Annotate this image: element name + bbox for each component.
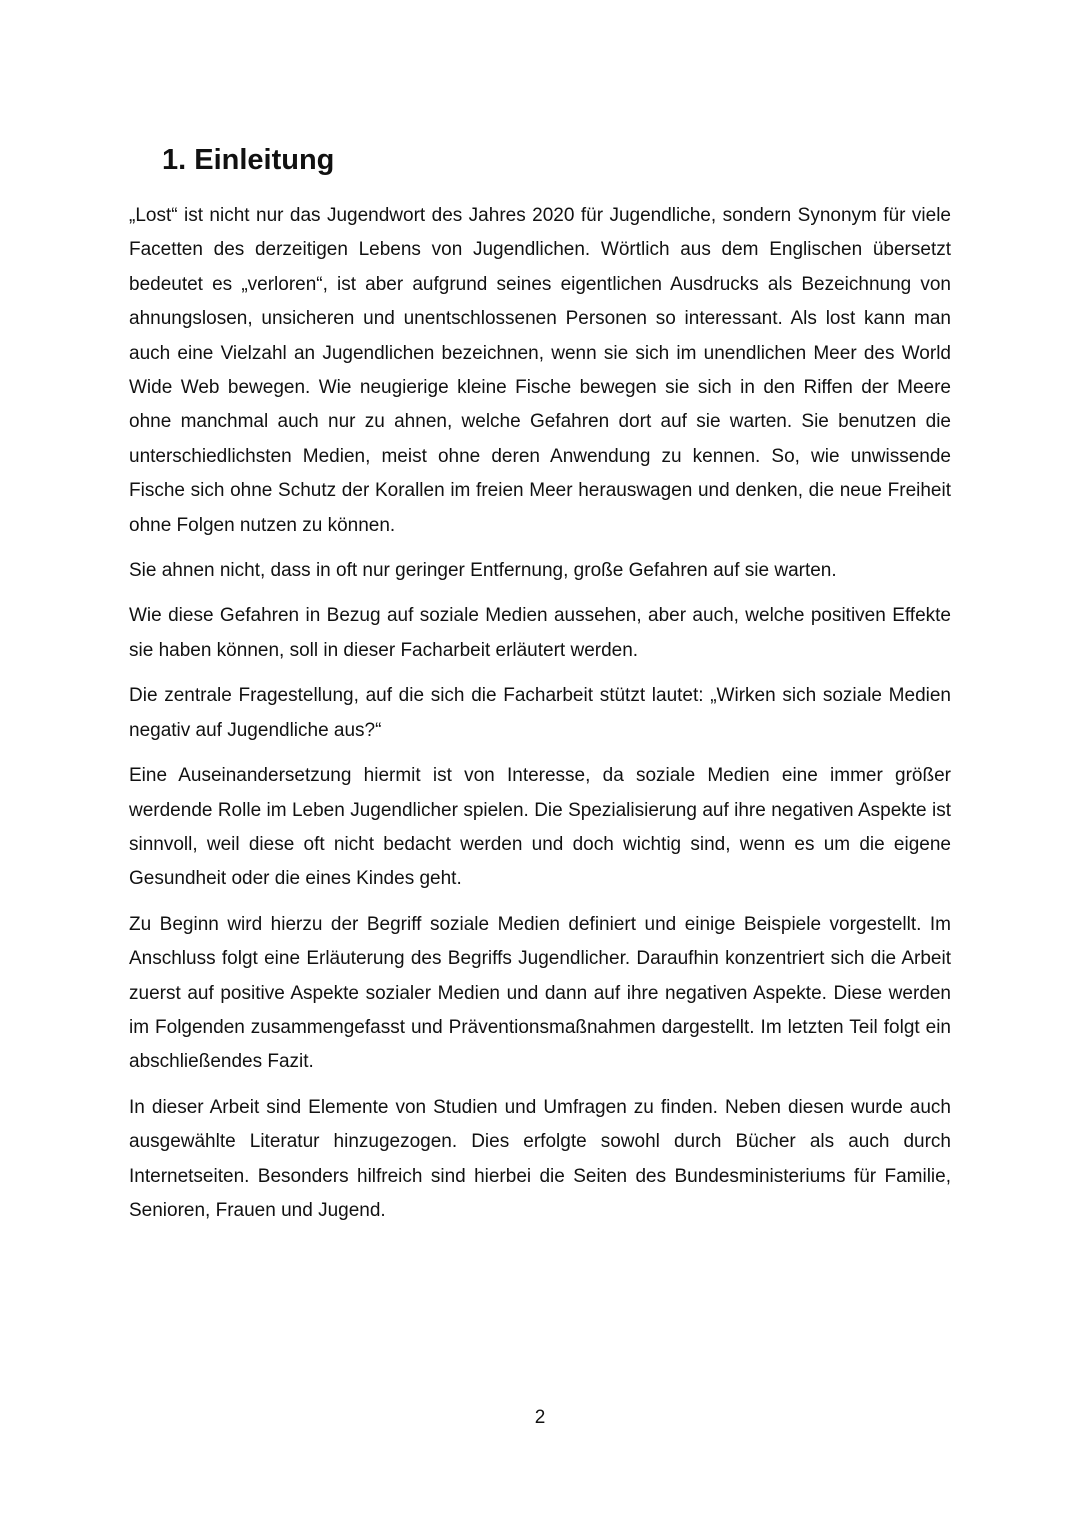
paragraph-intro: „Lost“ ist nicht nur das Jugendwort des Jahres 2020 für Jugendliche, sondern Synonym für viele Facetten des derzeitigen Lebens von Jugendlichen. Wörtlich aus dem Englischen übersetzt bedeutet es „verloren“, ist aber aufgrund seines eigentlichen Ausdrucks als Bezeichnung von ahnungslosen, unsicheren und unentschlossenen Personen so interessant. Als lost kann man auch eine Vielzahl an Jugendlichen bezeichnen, wenn sie sich im unendlichen Meer des World Wide Web bewegen. Wie neugierige kleine Fische bewegen sie sich in den Riffen der Meere ohne manchmal auch nur zu ahnen, welche Gefahren dort auf sie warten. Sie benutzen die unterschiedlichsten Medien, meist ohne deren Anwendung zu kennen. So, wie unwissende Fische sich ohne Schutz der Korallen im freien Meer herauswagen und denken, die neue Freiheit ohne Folgen nutzen zu können. [129,205,951,536]
paragraph-structure: Zu Beginn wird hierzu der Begriff soziale Medien definiert und einige Beispiele vorgestellt. Im Anschluss folgt eine Erläuterung des Begriffs Jugendlicher. Daraufhin konzentriert sich die Arbeit zuerst auf positive Aspekte sozialer Medien und dann auf ihre negativen Aspekte. Diese werden im Folgenden zusammengefasst und Präventionsmaßnahmen dargestellt. Im letzten Teil folgt ein abschließendes Fazit. [129,913,951,1073]
section-heading: 1. Einleitung [162,144,335,176]
paragraph-research-question: Die zentrale Fragestellung, auf die sich die Facharbeit stützt lautet: „Wirken sich soziale Medien negativ auf Jugendliche aus?“ [129,685,951,741]
page-number: 2 [534,1407,546,1428]
paragraph-purpose: Wie diese Gefahren in Bezug auf soziale Medien aussehen, aber auch, welche positiven Effekte sie haben können, soll in dieser Facharbeit erläutert werden. [129,605,951,661]
paragraph-sources: In dieser Arbeit sind Elemente von Studien und Umfragen zu finden. Neben diesen wurde auch ausgewählte Literatur hinzugezogen. Dies erfolgte sowohl durch Bücher als auch durch Internetseiten. Besonders hilfreich sind hierbei die Seiten des Bundesministeriums für Familie, Senioren, Frauen und Jugend. [129,1096,951,1221]
paragraph-relevance: Eine Auseinandersetzung hiermit ist von Interesse, da soziale Medien eine immer größer werdende Rolle im Leben Jugendlicher spielen. Die Spezialisierung auf ihre negativen Aspekte ist sinnvoll, weil diese oft nicht bedacht werden und doch wichtig sind, wenn es um die eigene Gesundheit oder die eines Kindes geht. [129,765,951,890]
paragraph-dangers: Sie ahnen nicht, dass in oft nur geringer Entfernung, große Gefahren auf sie warten. [129,560,837,582]
body-text [129,199,951,1239]
